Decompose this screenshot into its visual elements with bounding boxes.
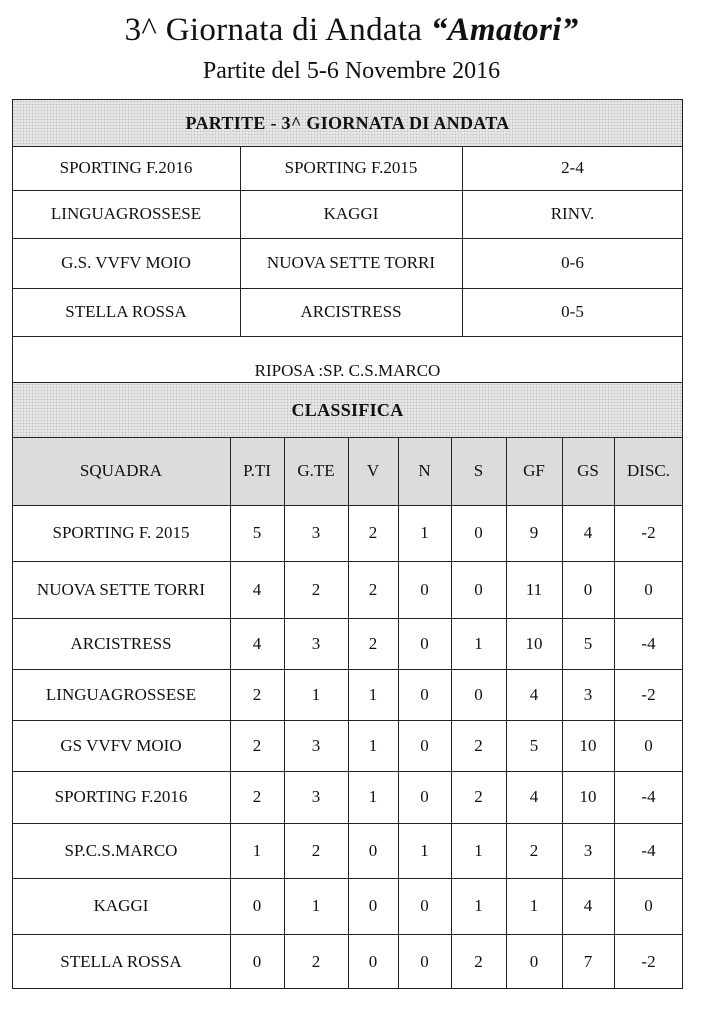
divider bbox=[614, 437, 615, 989]
stat-cell: 4 bbox=[529, 787, 539, 806]
stat-cell: 7 bbox=[583, 951, 593, 971]
match-home-cell: LINGUAGROSSESE bbox=[50, 204, 202, 223]
stat-cell: 2 bbox=[252, 735, 262, 755]
divider bbox=[451, 437, 452, 989]
stat-cell: 0 bbox=[420, 951, 429, 971]
stat-cell: 5 bbox=[529, 735, 539, 755]
match-result-cell: 2-4 bbox=[561, 158, 584, 177]
stat-cell: 4 bbox=[529, 684, 539, 704]
team-name-cell: GS VVFV MOIO bbox=[60, 735, 182, 755]
stat-cell: 2 bbox=[252, 684, 262, 704]
stat-cell: 0 bbox=[644, 579, 653, 599]
stat-cell: 1 bbox=[368, 787, 378, 806]
stat-cell: 1 bbox=[368, 684, 378, 704]
stat-cell: 2 bbox=[474, 951, 483, 971]
stat-cell: 0 bbox=[420, 579, 429, 599]
stat-cell: 11 bbox=[525, 579, 543, 599]
page-title-prefix: 3^ Giornata di Andata bbox=[124, 12, 431, 48]
column-header: N bbox=[418, 461, 431, 480]
page-subtitle: Partite del 5-6 Novembre 2016 bbox=[202, 58, 501, 84]
stat-cell: 1 bbox=[311, 896, 321, 915]
stat-cell: 0 bbox=[644, 896, 653, 915]
stat-cell: 1 bbox=[311, 684, 321, 704]
match-home-cell: STELLA ROSSA bbox=[65, 302, 187, 321]
team-name-cell: LINGUAGROSSESE bbox=[45, 684, 197, 704]
divider bbox=[506, 437, 507, 989]
standings-heading: CLASSIFICA bbox=[13, 383, 682, 437]
stat-cell: 2 bbox=[311, 951, 321, 971]
stat-cell: 1 bbox=[420, 840, 429, 860]
stat-cell: -2 bbox=[641, 684, 656, 704]
column-header: P.TI bbox=[243, 461, 271, 480]
stat-cell: 4 bbox=[583, 896, 593, 915]
match-away-cell: ARCISTRESS bbox=[300, 302, 402, 321]
divider bbox=[398, 437, 399, 989]
stat-cell: 4 bbox=[252, 579, 262, 599]
stat-cell: 2 bbox=[368, 579, 378, 599]
stat-cell: 3 bbox=[311, 787, 321, 806]
stat-cell: -4 bbox=[641, 787, 656, 806]
column-header: GS bbox=[577, 461, 599, 480]
match-home-cell: G.S. VVFV MOIO bbox=[61, 253, 191, 272]
divider bbox=[284, 437, 285, 989]
stat-cell: 10 bbox=[525, 633, 543, 653]
match-away-cell: NUOVA SETTE TORRI bbox=[266, 253, 436, 272]
stat-cell: 0 bbox=[644, 735, 653, 755]
stat-cell: 0 bbox=[583, 579, 593, 599]
stat-cell: 2 bbox=[368, 523, 378, 542]
stat-cell: 0 bbox=[420, 896, 429, 915]
stat-cell: 0 bbox=[474, 579, 483, 599]
match-result-cell: RINV. bbox=[550, 204, 595, 223]
stat-cell: -2 bbox=[641, 951, 656, 971]
stat-cell: -4 bbox=[641, 633, 656, 653]
match-result-cell: 0-6 bbox=[561, 253, 584, 272]
team-name-cell: SP.C.S.MARCO bbox=[64, 840, 178, 860]
team-name-cell: NUOVA SETTE TORRI bbox=[36, 579, 206, 599]
stat-cell: -2 bbox=[641, 523, 656, 542]
column-header: V bbox=[366, 461, 380, 480]
stat-cell: 3 bbox=[311, 523, 321, 542]
stat-cell: 10 bbox=[579, 735, 597, 755]
divider bbox=[12, 336, 683, 337]
stat-cell: 0 bbox=[529, 951, 539, 971]
column-header: SQUADRA bbox=[79, 461, 163, 480]
divider bbox=[462, 146, 463, 336]
stat-cell: 0 bbox=[252, 951, 262, 971]
stat-cell: 2 bbox=[529, 840, 539, 860]
stat-cell: 3 bbox=[583, 840, 593, 860]
stat-cell: 0 bbox=[368, 951, 378, 971]
divider bbox=[348, 437, 349, 989]
team-name-cell: KAGGI bbox=[93, 896, 149, 915]
stat-cell: 0 bbox=[420, 787, 429, 806]
stat-cell: 3 bbox=[583, 684, 593, 704]
stat-cell: 2 bbox=[311, 579, 321, 599]
stat-cell: 5 bbox=[252, 523, 262, 542]
divider bbox=[230, 437, 231, 989]
column-header: DISC. bbox=[627, 461, 670, 480]
stat-cell: 1 bbox=[368, 735, 378, 755]
stat-cell: 3 bbox=[311, 735, 321, 755]
stat-cell: 5 bbox=[583, 633, 593, 653]
stat-cell: -4 bbox=[641, 840, 656, 860]
stat-cell: 0 bbox=[368, 896, 378, 915]
stat-cell: 0 bbox=[474, 684, 483, 704]
column-header: G.TE bbox=[297, 461, 335, 480]
stat-cell: 2 bbox=[474, 735, 483, 755]
match-home-cell: SPORTING F.2016 bbox=[59, 158, 193, 177]
team-name-cell: SPORTING F.2016 bbox=[54, 787, 188, 806]
stat-cell: 4 bbox=[252, 633, 262, 653]
page-title bbox=[0, 10, 703, 50]
stat-cell: 2 bbox=[252, 787, 262, 806]
resting-team-row: RIPOSA :SP. C.S.MARCO bbox=[254, 361, 441, 380]
stat-cell: 1 bbox=[420, 523, 429, 542]
stat-cell: 0 bbox=[252, 896, 262, 915]
matches-heading: PARTITE - 3^ GIORNATA DI ANDATA bbox=[13, 100, 682, 146]
stat-cell: 0 bbox=[368, 840, 378, 860]
team-name-cell: STELLA ROSSA bbox=[60, 951, 182, 971]
stat-cell: 0 bbox=[474, 523, 483, 542]
stat-cell: 1 bbox=[474, 633, 483, 653]
stat-cell: 10 bbox=[579, 787, 597, 806]
stat-cell: 0 bbox=[420, 633, 429, 653]
column-header: S bbox=[473, 461, 484, 480]
stat-cell: 2 bbox=[368, 633, 378, 653]
match-away-cell: SPORTING F.2015 bbox=[284, 158, 418, 177]
stat-cell: 4 bbox=[583, 523, 593, 542]
divider bbox=[562, 437, 563, 989]
stat-cell: 2 bbox=[311, 840, 321, 860]
divider bbox=[240, 146, 241, 336]
stat-cell: 1 bbox=[252, 840, 262, 860]
stat-cell: 2 bbox=[474, 787, 483, 806]
stat-cell: 9 bbox=[529, 523, 539, 542]
match-result-cell: 0-5 bbox=[561, 302, 584, 321]
column-header: GF bbox=[523, 461, 545, 480]
stat-cell: 1 bbox=[474, 896, 483, 915]
stat-cell: 0 bbox=[420, 735, 429, 755]
stat-cell: 1 bbox=[529, 896, 539, 915]
match-away-cell: KAGGI bbox=[323, 204, 379, 223]
stat-cell: 3 bbox=[311, 633, 321, 653]
stat-cell: 1 bbox=[474, 840, 483, 860]
page-title-category: “Amatori” bbox=[430, 12, 579, 48]
team-name-cell: ARCISTRESS bbox=[70, 633, 172, 653]
team-name-cell: SPORTING F. 2015 bbox=[52, 523, 190, 542]
stat-cell: 0 bbox=[420, 684, 429, 704]
